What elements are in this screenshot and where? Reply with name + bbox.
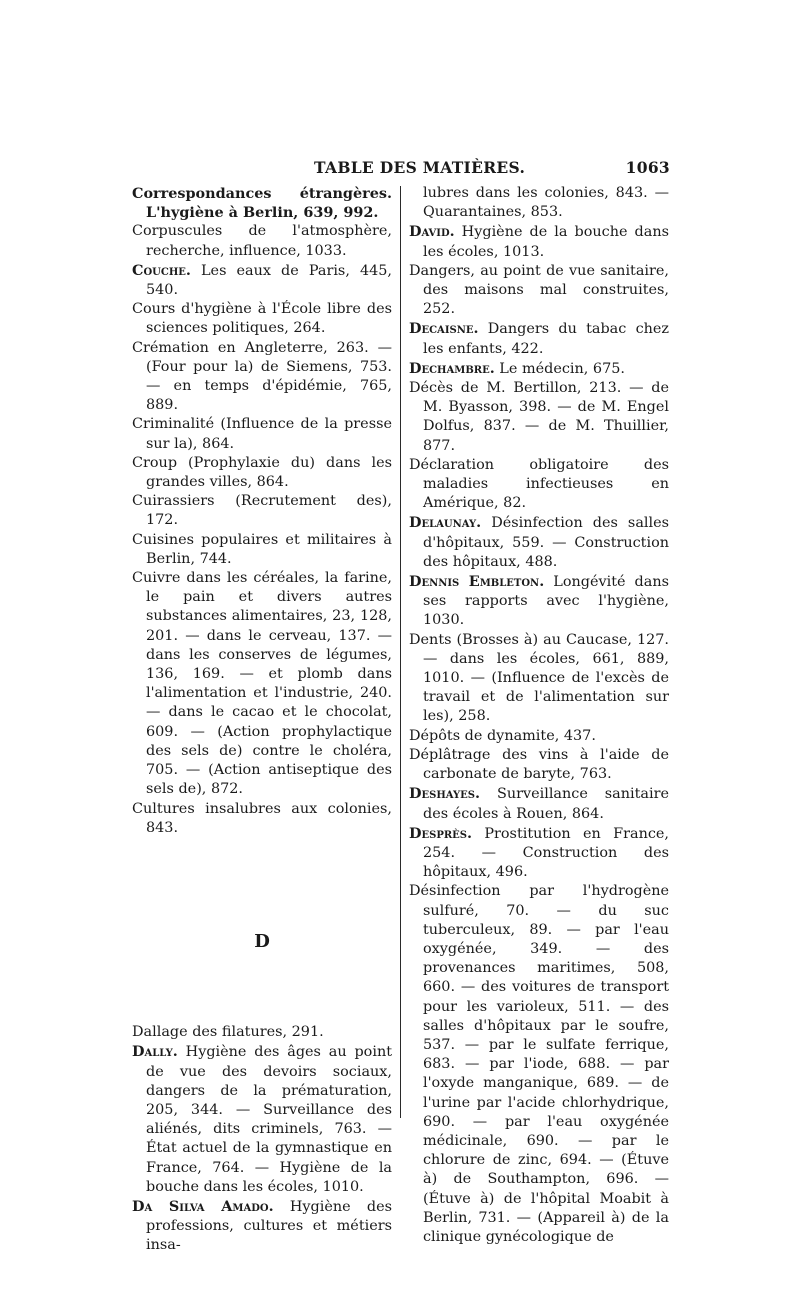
entry-text: Longévité dans ses rapports avec l'hygiène, 1030. <box>423 574 669 629</box>
index-entry <box>132 1197 392 1256</box>
running-header <box>130 158 670 182</box>
entry-author: Couche. <box>132 261 191 279</box>
index-entry <box>409 727 669 746</box>
entries-letter-d <box>132 1023 392 1255</box>
entry-text: Hygiène de la bouche dans les écoles, 1013. <box>423 224 669 260</box>
entry-text: Criminalité (Influence de la presse sur la), 864. <box>132 416 392 452</box>
right-column <box>409 184 669 1247</box>
entry-text: Cuirassiers (Recrutement des), 172. <box>132 493 392 529</box>
index-entry <box>132 531 392 569</box>
index-entry <box>409 379 669 456</box>
entry-author: Dechambre. <box>409 359 495 377</box>
index-entry <box>409 784 669 823</box>
index-entry <box>409 513 669 572</box>
entry-text: Dallage des filatures, 291. <box>132 1024 324 1041</box>
index-entry <box>409 456 669 514</box>
entry-text: Dangers du tabac chez les enfants, 422. <box>423 321 669 357</box>
entries-right <box>409 184 669 1247</box>
entry-text: Cours d'hygiène à l'École libre des sciences politiques, 264. <box>132 301 392 337</box>
entry-text: Les eaux de Paris, 445, 540. <box>146 262 392 299</box>
entry-text: Désinfection par l'hydrogène sulfuré, 70. — du suc tuberculeux, 89. — par l'eau oxygénée, 349. — des provenances maritimes, 508, 660. — des voitures de transport pour les varioleux, 511. — des salles d'hôpitaux par le soufre, 537. — par le sulfate ferrique, 683. — par l'iode, 688. — par l'oxyde manganique, 689. — de l'urine par l'acide chlorhydrique, 690. — par l'eau oxygénée médicinale, 690. — par le chlorure de zinc, 694. — (Étuve à) de Southampton, 696. — (Étuve à) de l'hôpital Moabit à Berlin, 731. — (Appareil à) de la clinique gynécologique de <box>409 883 669 1245</box>
index-entry <box>409 319 669 358</box>
index-entry <box>409 824 669 883</box>
entry-text: Corpuscules de l'atmosphère, recherche, influence, 1033. <box>132 223 392 259</box>
index-entry <box>409 184 669 222</box>
section-letter-d: D <box>254 930 270 952</box>
entry-author: Dennis Embleton. <box>409 573 545 591</box>
index-entry <box>409 359 669 379</box>
index-entry <box>132 800 392 838</box>
index-entry <box>132 339 392 416</box>
index-entry <box>132 261 392 300</box>
entry-text: Dents (Brosses à) au Caucase, 127. — dans les écoles, 661, 889, 1010. — (Influence de l'excès de travail et de l'alimentation sur les), 258. <box>409 631 669 725</box>
entry-text: Prostitution en France, 254. — Construction des hôpitaux, 496. <box>423 825 669 881</box>
entry-text: Dépôts de dynamite, 437. <box>409 727 596 744</box>
entry-text: Hygiène des professions, cultures et métiers insa- <box>146 1198 392 1254</box>
index-entry <box>132 1042 392 1197</box>
left-column <box>132 184 392 1256</box>
entry-text: Le médecin, 675. <box>494 360 625 377</box>
entry-text: Hygiène des âges au point de vue des devoirs sociaux, dangers de la prématuration, 205, 344. — Surveillance des aliénés, dits criminels, 763. — État actuel de la gymnastique en France, 764. — Hygiène de la bouche dans les écoles, 1010. <box>146 1044 392 1195</box>
entry-text: lubres dans les colonies, 843. — Quarantaines, 853. <box>423 185 669 221</box>
page-number: 1063 <box>625 158 670 177</box>
entry-text: Décès de M. Bertillon, 213. — de M. Byasson, 398. — de M. Engel Dolfus, 837. — de M. Thuillier, 877. <box>409 380 669 454</box>
entry-text: Cultures insalubres aux colonies, 843. <box>132 800 392 836</box>
index-entry <box>409 222 669 261</box>
entry-text: Cuivre dans les céréales, la farine, le pain et divers autres substances alimentaires, 23, 128, 201. — dans le cerveau, 137. — dans les conserves de légumes, 136, 169. — et plomb dans l'alimentation et l'industrie, 240. — dans le cacao et le chocolat, 609. — (Action prophylactique des sels de) contre le choléra, 705. — (Action antiseptique des sels de), 872. <box>132 570 392 798</box>
index-entry <box>132 492 392 530</box>
entry-author: Decaisne. <box>409 320 479 338</box>
entry-author: Delaunay. <box>409 514 482 532</box>
index-entry <box>409 262 669 320</box>
index-entry <box>132 415 392 453</box>
entry-text: Dangers, au point de vue sanitaire, des maisons mal construites, 252. <box>409 262 669 318</box>
entry-text: Surveillance sanitaire des écoles à Rouen, 864. <box>423 786 669 822</box>
index-entry <box>409 882 669 1247</box>
entry-text: Déclaration obligatoire des maladies infectieuses en Amérique, 82. <box>409 456 669 512</box>
page-header-title: TABLE DES MATIÈRES. <box>314 158 526 177</box>
entry-text: Correspondances étrangères. L'hygiène à Berlin, 639, 992. <box>132 185 392 222</box>
index-entry <box>132 454 392 492</box>
entry-author: David. <box>409 223 455 241</box>
index-entry <box>132 300 392 338</box>
entry-author: Desprès. <box>409 824 473 842</box>
entry-author: Da Silva Amado. <box>132 1197 274 1215</box>
index-entry <box>132 184 392 222</box>
index-entry <box>409 746 669 784</box>
index-entry <box>409 572 669 631</box>
column-divider <box>400 186 401 1118</box>
entry-author: Deshayes. <box>409 785 481 803</box>
entry-author: Dally. <box>132 1043 178 1061</box>
entry-text: Déplâtrage des vins à l'aide de carbonate de baryte, 763. <box>409 746 669 783</box>
index-entry <box>409 631 669 727</box>
index-entry <box>132 1023 392 1042</box>
entry-text: Croup (Prophylaxie du) dans les grandes villes, 864. <box>132 454 392 491</box>
entry-text: Cuisines populaires et militaires à Berlin, 744. <box>132 531 392 567</box>
entry-text: Désinfection des salles d'hôpitaux, 559. — Construction des hôpitaux, 488. <box>423 515 669 570</box>
index-entry <box>132 222 392 260</box>
index-entry <box>132 569 392 799</box>
entries-letter-c <box>132 184 392 838</box>
entry-text: Crémation en Angleterre, 263. — (Four pour la) de Siemens, 753. — en temps d'épidémie, 765, 889. <box>132 339 392 414</box>
